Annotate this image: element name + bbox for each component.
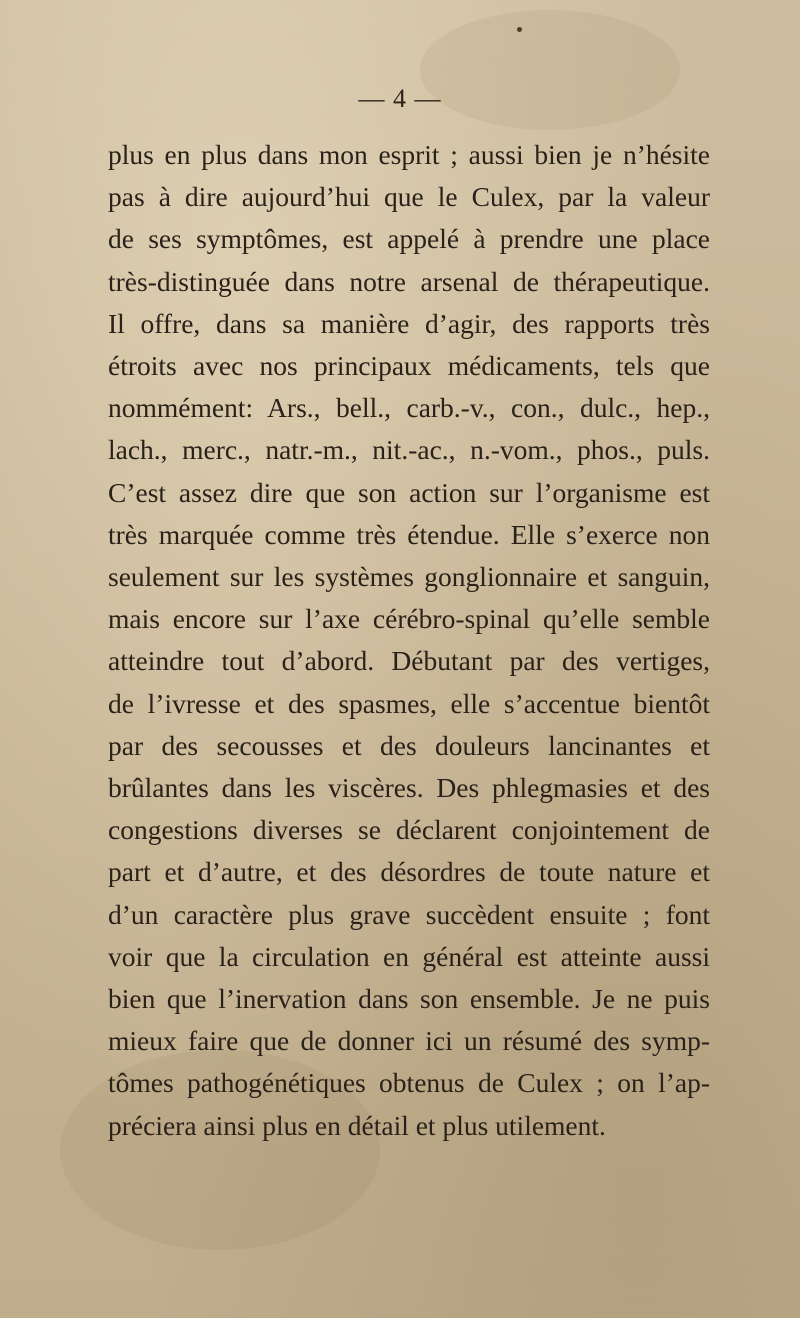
text-line: seulement sur les systèmes gonglionnaire et sanguin,: [108, 561, 710, 593]
text-line: préciera ainsi plus en détail et plus utilement.: [108, 1109, 606, 1141]
text-line: mais encore sur l’axe cérébro-spinal qu’elle semble: [108, 603, 710, 635]
body-text: [108, 134, 710, 1147]
text-line: lach., merc., natr.-m., nit.-ac., n.-vom., phos., puls.: [108, 434, 710, 466]
text-line: très-distinguée dans notre arsenal de thérapeutique.: [108, 265, 710, 297]
text-line: bien que l’inervation dans son ensemble. Je ne puis: [108, 983, 710, 1015]
text-line: par des secousses et des douleurs lancinantes et: [108, 729, 710, 761]
text-line: étroits avec nos principaux médicaments, tels que: [108, 350, 710, 382]
text-line: voir que la circulation en général est atteinte aussi: [108, 940, 710, 972]
text-line: de ses symptômes, est appelé à prendre une place: [108, 223, 710, 255]
text-line: plus en plus dans mon esprit ; aussi bien je n’hésite: [108, 139, 710, 170]
text-line: mieux faire que de donner ici un résumé des symp-: [108, 1025, 710, 1057]
text-line: C’est assez dire que son action sur l’organisme est: [108, 476, 710, 508]
paper-speck: [517, 27, 522, 32]
text-line: Il offre, dans sa manière d’agir, des rapports très: [108, 307, 710, 339]
text-line: très marquée comme très étendue. Elle s’exerce non: [108, 518, 710, 550]
text-line: atteindre tout d’abord. Débutant par des vertiges,: [108, 645, 710, 677]
text-line: brûlantes dans les viscères. Des phlegmasies et des: [108, 772, 710, 804]
text-line: de l’ivresse et des spasmes, elle s’accentue bientôt: [108, 687, 710, 719]
text-line: d’un caractère plus grave succèdent ensuite ; font: [108, 898, 710, 930]
text-line: tômes pathogénétiques obtenus de Culex ; on l’ap-: [108, 1067, 710, 1099]
text-line: congestions diverses se déclarent conjointement de: [108, 814, 710, 846]
text-line: nommément: Ars., bell., carb.-v., con., dulc., hep.,: [108, 392, 710, 424]
text-line: pas à dire aujourd’hui que le Culex, par la valeur: [108, 181, 710, 213]
text-line: part et d’autre, et des désordres de toute nature et: [108, 856, 710, 888]
page-number: — 4 —: [358, 84, 442, 113]
